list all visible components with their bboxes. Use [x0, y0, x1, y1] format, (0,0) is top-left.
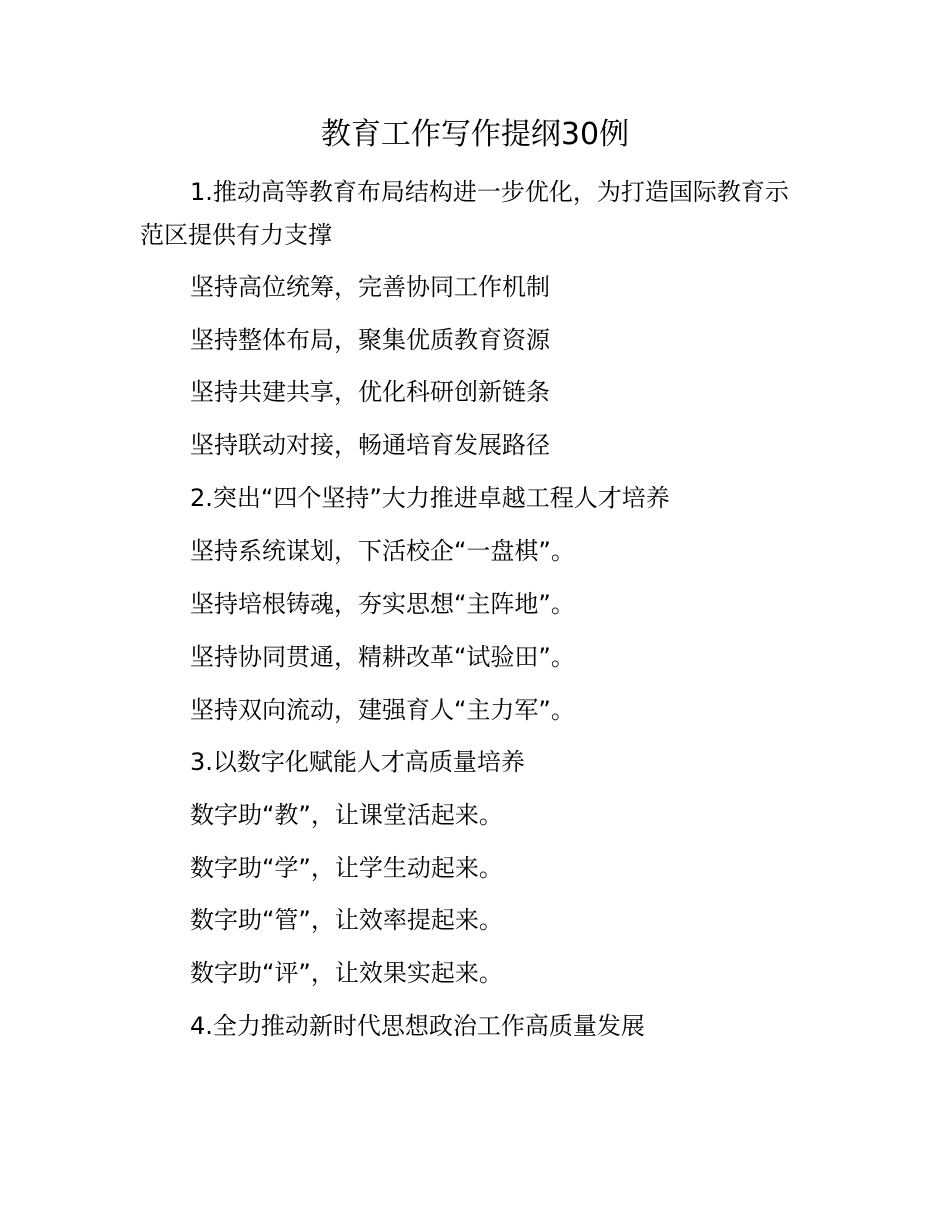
outline-item: 坚持双向流动，建强育人“主力军”。	[190, 696, 575, 724]
heading-1-line-2: 范区提供有力支撑	[140, 221, 332, 249]
heading-3: 3.以数字化赋能人才高质量培养	[190, 748, 525, 776]
outline-item: 坚持高位统筹，完善协同工作机制	[190, 273, 550, 301]
outline-item: 数字助“管”，让效率提起来。	[190, 906, 503, 934]
outline-item: 数字助“教”，让课堂活起来。	[190, 801, 503, 829]
heading-1-line-1: 1.推动高等教育布局结构进一步优化，为打造国际教育示	[190, 178, 789, 206]
outline-item: 坚持共建共享，优化科研创新链条	[190, 378, 550, 406]
outline-item: 坚持培根铸魂，夯实思想“主阵地”。	[190, 590, 575, 618]
heading-4: 4.全力推动新时代思想政治工作高质量发展	[190, 1012, 645, 1040]
outline-item: 坚持协同贯通，精耕改革“试验田”。	[190, 643, 575, 671]
heading-2: 2.突出“四个坚持”大力推进卓越工程人才培养	[190, 484, 670, 512]
document-title: 教育工作写作提纲30例	[320, 117, 630, 152]
outline-item: 坚持系统谋划，下活校企“一盘棋”。	[190, 537, 575, 565]
outline-item: 数字助“评”，让效果实起来。	[190, 959, 503, 987]
outline-item: 坚持联动对接，畅通培育发展路径	[190, 431, 550, 459]
outline-item: 坚持整体布局，聚集优质教育资源	[190, 326, 550, 354]
outline-item: 数字助“学”，让学生动起来。	[190, 854, 503, 882]
